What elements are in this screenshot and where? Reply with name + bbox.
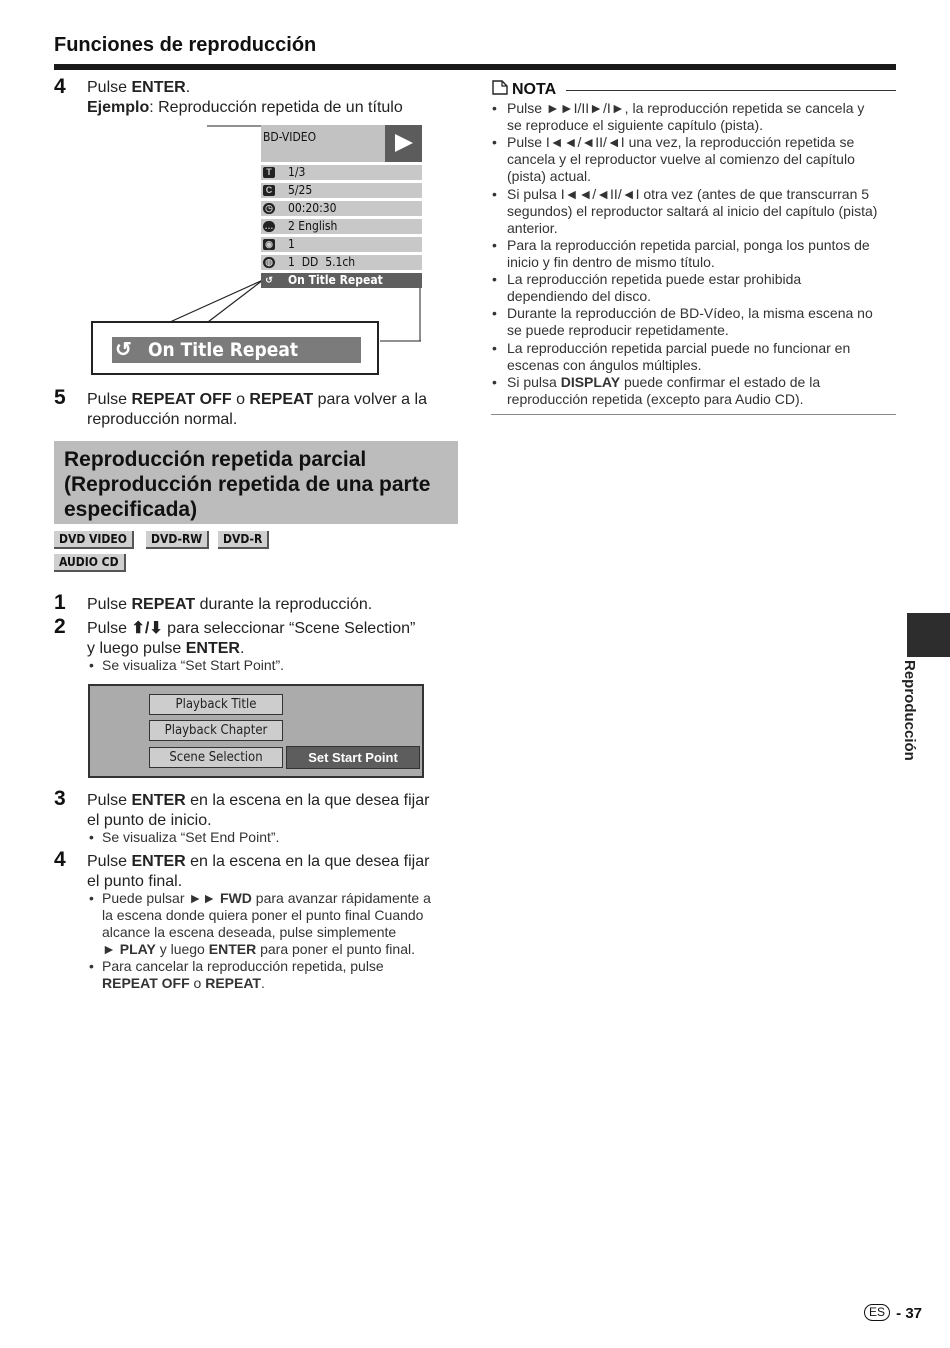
callout-label: On Title Repeat xyxy=(148,339,299,361)
bullet-text: o xyxy=(189,975,206,991)
repeat-menu-panel xyxy=(88,684,424,778)
step-text-part: durante la reproducción. xyxy=(195,596,373,613)
nota-text: reproducción repetida (excepto para Audio CD). xyxy=(507,391,804,407)
key-repeat-off: REPEAT OFF xyxy=(131,391,232,408)
step-number: 2 xyxy=(54,615,66,638)
nota-end-rule xyxy=(491,414,896,415)
menu-item-scene-selection[interactable]: Scene Selection xyxy=(149,747,283,768)
step-text-part: Pulse xyxy=(87,79,132,96)
play-icon xyxy=(385,125,422,162)
osd-panel xyxy=(261,125,422,288)
title-icon: T xyxy=(263,167,275,178)
step-text-part: Pulse xyxy=(87,391,132,408)
nota-item: • Para la reproducción repetida parcial, ponga los puntos de inicio y fin dentro de mismo título. xyxy=(492,237,870,270)
osd-callout xyxy=(91,321,379,375)
nota-heading xyxy=(491,80,556,99)
nota-text: anterior. xyxy=(507,220,558,236)
chapter-icon: C xyxy=(263,185,275,196)
page-number-value: 37 xyxy=(905,1305,922,1322)
step-text-part: . xyxy=(185,79,191,96)
bullet-item: • Se visualiza “Set Start Point”. xyxy=(89,657,285,673)
side-label-text: Reproducción xyxy=(901,660,918,761)
nota-text: Si pulsa I◄◄/◄II/◄I otra vez (antes de que transcurran 5 xyxy=(507,186,870,202)
nota-text: dependiendo del disco. xyxy=(507,288,652,304)
page-number xyxy=(864,1304,922,1322)
nota-item: • La reproducción repetida puede estar prohibida dependiendo del disco. xyxy=(492,271,802,304)
menu-item-set-start-point[interactable]: Set Start Point xyxy=(286,746,420,769)
nota-text: cancela y el reproductor vuelve al comienzo del capítulo xyxy=(507,151,855,167)
language-badge: ES xyxy=(864,1304,890,1321)
nota-item: • Si pulsa DISPLAY puede confirmar el estado de la reproducción repetida (excepto para Audio CD). xyxy=(492,374,821,407)
key-repeat: REPEAT xyxy=(205,975,261,991)
osd-row-time xyxy=(261,201,422,216)
nota-rule xyxy=(566,90,896,91)
osd-value: 1/3 xyxy=(288,165,306,179)
bullet-text: alcance la escena deseada, pulse simplemente xyxy=(102,924,397,940)
step-text-part: para volver a la xyxy=(313,391,427,408)
bullet-item: • Para cancelar la reproducción repetida, pulse REPEAT OFF o REPEAT. xyxy=(89,958,384,991)
step-text-part: y luego pulse xyxy=(87,639,186,657)
subsection-heading: Reproducción repetida parcial (Reproducción repetida de una parte especificada) xyxy=(64,448,431,521)
bullet-item: • Puede pulsar ►► FWD para avanzar rápidamente a la escena donde quiera poner el punto final Cuando alcance la escena deseada, pulse simplemente ► PLAY y luego ENTER para poner el punto final. xyxy=(89,890,431,957)
osd-row-repeat xyxy=(261,273,422,288)
nota-text: se reproduce el siguiente capítulo (pista). xyxy=(507,117,764,133)
nota-title-text: NOTA xyxy=(512,81,557,98)
nota-text: inicio y fin dentro de mismo título. xyxy=(507,254,715,270)
key-repeat-off: REPEAT OFF xyxy=(102,975,190,991)
step-text-part: el punto final. xyxy=(87,872,183,890)
nota-text: Para la reproducción repetida parcial, ponga los puntos de xyxy=(507,237,870,253)
nota-text: escenas con ángulos múltiples. xyxy=(507,357,702,373)
clock-icon: ◷ xyxy=(263,203,275,214)
angle-icon: ◉ xyxy=(263,239,275,250)
key-enter: ENTER xyxy=(185,639,240,657)
key-enter: ENTER xyxy=(208,941,257,957)
disc-tag-dvd-video: DVD VIDEO xyxy=(54,531,134,549)
menu-item-playback-title[interactable]: Playback Title xyxy=(149,694,283,715)
step-text-part: Pulse xyxy=(87,620,132,637)
step-text-part: reproducción normal. xyxy=(87,410,238,428)
nota-text: Si pulsa xyxy=(507,374,561,390)
note-icon xyxy=(491,80,509,95)
osd-value: 1 DD 5.1ch xyxy=(288,255,356,269)
nota-text: La reproducción repetida puede estar prohibida xyxy=(507,271,802,287)
nota-item: • La reproducción repetida parcial puede no funcionar en escenas con ángulos múltiples. xyxy=(492,340,851,373)
repeat-icon: ↺ xyxy=(115,339,132,361)
nota-text: segundos) el reproductor saltará al inicio del capítulo (pista) xyxy=(507,203,878,219)
step-1-text xyxy=(87,595,372,615)
key-enter: ENTER xyxy=(131,853,186,870)
bullet-text: Se visualiza “Set Start Point”. xyxy=(102,657,285,673)
step-text-part: Pulse xyxy=(87,792,132,809)
bullet-text: y luego xyxy=(155,941,209,957)
step-3-text xyxy=(87,791,429,830)
repeat-icon: ↺ xyxy=(265,275,273,285)
nota-text: (pista) actual. xyxy=(507,168,592,184)
osd-row-angle xyxy=(261,237,422,252)
page-section-title: Funciones de reproducción xyxy=(54,34,317,56)
nota-item: • Si pulsa I◄◄/◄II/◄I otra vez (antes de que transcurran 5 segundos) el reproductor saltará al inicio del capítulo (pista) anterior. xyxy=(492,186,878,236)
osd-header xyxy=(261,125,422,162)
nota-text: se puede reproducir repetidamente. xyxy=(507,322,729,338)
nota-item: • Pulse I◄◄/◄II/◄I una vez, la reproducción repetida se cancela y el reproductor vuelve al comienzo del capítulo (pista) actual. xyxy=(492,134,855,184)
key-enter: ENTER xyxy=(131,79,186,96)
osd-value: 1 xyxy=(288,237,295,251)
key-play: ► PLAY xyxy=(102,941,156,957)
key-repeat: REPEAT xyxy=(249,391,314,408)
step-text-part: Pulse xyxy=(87,853,132,870)
chapter-side-tab xyxy=(907,613,950,657)
step-text-part: en la escena en la que desea fijar xyxy=(185,853,430,870)
nota-item: • Pulse ►►I/II►/I►, la reproducción repetida se cancela y se reproduce el siguiente capítulo (pista). xyxy=(492,100,865,133)
step-text-part: el punto de inicio. xyxy=(87,811,212,829)
step-number: 4 xyxy=(54,75,66,98)
step-text-part: . xyxy=(239,639,245,657)
bullet-item: • Se visualiza “Set End Point”. xyxy=(89,829,280,845)
step-number: 3 xyxy=(54,787,66,810)
key-display: DISPLAY xyxy=(560,374,621,390)
bullet-text: . xyxy=(260,975,265,991)
nota-text: Pulse ►►I/II►/I►, la reproducción repetida se cancela y xyxy=(507,100,865,116)
example-label: Ejemplo xyxy=(87,98,150,116)
example-text: : Reproducción repetida de un título xyxy=(149,98,403,116)
disc-tag-audio-cd: AUDIO CD xyxy=(54,554,126,572)
osd-row-subtitle xyxy=(261,219,422,234)
nota-text: Durante la reproducción de BD-Vídeo, la misma escena no xyxy=(507,305,873,321)
step-2-text xyxy=(87,619,415,658)
step-4b-text xyxy=(87,852,429,891)
bullet-text: para avanzar rápidamente a xyxy=(251,890,431,906)
osd-value: 2 English xyxy=(288,219,338,233)
osd-value: 5/25 xyxy=(288,183,313,197)
bullet-text: Se visualiza “Set End Point”. xyxy=(102,829,280,845)
osd-value: On Title Repeat xyxy=(288,273,383,287)
disc-tag-dvd-rw: DVD-RW xyxy=(146,531,209,549)
nota-item: • Durante la reproducción de BD-Vídeo, la misma escena no se puede reproducir repetidamente. xyxy=(492,305,873,338)
osd-row-chapter xyxy=(261,183,422,198)
step-number: 4 xyxy=(54,848,66,871)
callout-bar xyxy=(112,337,361,363)
step-number: 1 xyxy=(54,591,66,614)
bullet-text: la escena donde quiera poner el punto final Cuando xyxy=(102,907,424,923)
key-repeat: REPEAT xyxy=(131,596,196,613)
osd-disc-type: BD-VIDEO xyxy=(263,130,317,144)
osd-row-audio xyxy=(261,255,422,270)
bullet-text: Para cancelar la reproducción repetida, pulse xyxy=(102,958,384,974)
nota-text: puede confirmar el estado de la xyxy=(620,374,821,390)
up-down-arrow-icon: ⬆/⬇ xyxy=(131,620,163,637)
step-text-part: para seleccionar “Scene Selection” xyxy=(162,620,416,637)
key-fwd: ►► FWD xyxy=(188,890,252,906)
bullet-text: Puede pulsar xyxy=(102,890,189,906)
chapter-side-label xyxy=(893,660,943,790)
step-number: 5 xyxy=(54,386,66,409)
key-enter: ENTER xyxy=(131,792,186,809)
step-5-text xyxy=(87,390,427,429)
step-text-part: en la escena en la que desea fijar xyxy=(185,792,430,809)
subtitle-icon: … xyxy=(264,221,274,231)
disc-tag-dvd-r: DVD-R xyxy=(218,531,269,549)
step-text-part: o xyxy=(231,391,250,408)
subsection-heading-box xyxy=(54,441,458,524)
page-sep: - xyxy=(891,1305,906,1322)
osd-row-title xyxy=(261,165,422,180)
nota-text: La reproducción repetida parcial puede no funcionar en xyxy=(507,340,851,356)
osd-value: 00:20:30 xyxy=(288,201,337,215)
menu-item-playback-chapter[interactable]: Playback Chapter xyxy=(149,720,283,741)
nota-text: Pulse I◄◄/◄II/◄I una vez, la reproducción repetida se xyxy=(507,134,855,150)
bullet-text: para poner el punto final. xyxy=(256,941,415,957)
audio-icon: ◍ xyxy=(263,257,275,268)
step-text-part: Pulse xyxy=(87,596,132,613)
